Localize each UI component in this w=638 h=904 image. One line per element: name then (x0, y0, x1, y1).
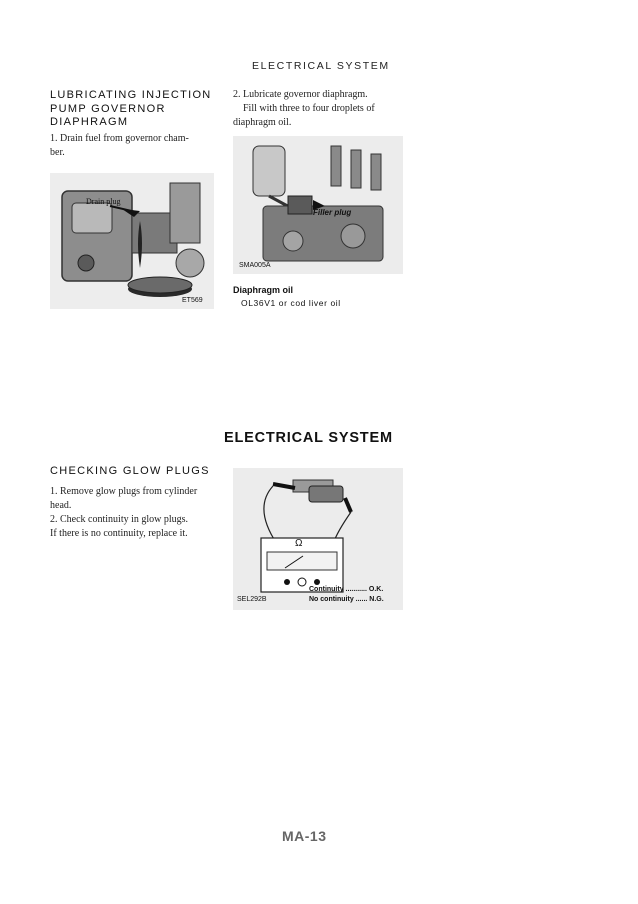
glow-plug-step1-line2: head. (50, 500, 72, 511)
governor-title-line2: PUMP GOVERNOR (50, 102, 166, 115)
governor-step1 (50, 132, 220, 160)
drain-plug-figure-code: ET569 (182, 297, 203, 304)
lubricate-step2-line3: diaphragm oil. (233, 117, 292, 128)
governor-step1-line1: 1. Drain fuel from governor cham- (50, 133, 189, 144)
glow-plug-steps (50, 485, 230, 541)
lubricate-step2-line2: Fill with three to four droplets of (243, 103, 375, 114)
lubricate-step2 (233, 88, 413, 130)
filler-plug-figure (233, 136, 403, 274)
continuity-ng-label: No continuity ...... N.G. (309, 596, 384, 603)
electrical-system-heading: ELECTRICAL SYSTEM (224, 430, 393, 446)
page-number: MA-13 (282, 828, 327, 844)
ohm-symbol: Ω (295, 538, 303, 549)
glow-plug-step2: 2. Check continuity in glow plugs. (50, 514, 189, 525)
page-header: ELECTRICAL SYSTEM (252, 60, 390, 72)
glow-plug-section-title: CHECKING GLOW PLUGS (50, 465, 210, 477)
drain-plug-figure (50, 173, 214, 309)
continuity-ok-label: Continuity ........... O.K. (309, 586, 384, 593)
filler-plug-figure-code: SMA005A (239, 262, 271, 269)
filler-plug-label: Filler plug (313, 208, 352, 217)
governor-step1-line2: ber. (50, 147, 65, 158)
continuity-figure-code: SEL292B (237, 596, 267, 603)
diaphragm-oil-caption-title: Diaphragm oil (233, 285, 294, 295)
glow-plug-step3: If there is no continuity, replace it. (50, 528, 188, 539)
glow-plug-step1-line1: 1. Remove glow plugs from cylinder (50, 486, 198, 497)
governor-section-title (50, 89, 230, 130)
continuity-test-figure (233, 468, 403, 610)
lubricate-step2-line1: 2. Lubricate governor diaphragm. (233, 89, 368, 100)
diaphragm-oil-caption-value: OL36V1 or cod liver oil (241, 298, 341, 308)
governor-title-line1: LUBRICATING INJECTION (50, 89, 212, 101)
governor-title-line3: DIAPHRAGM (50, 116, 129, 128)
drain-plug-label: Drain plug (86, 197, 121, 206)
